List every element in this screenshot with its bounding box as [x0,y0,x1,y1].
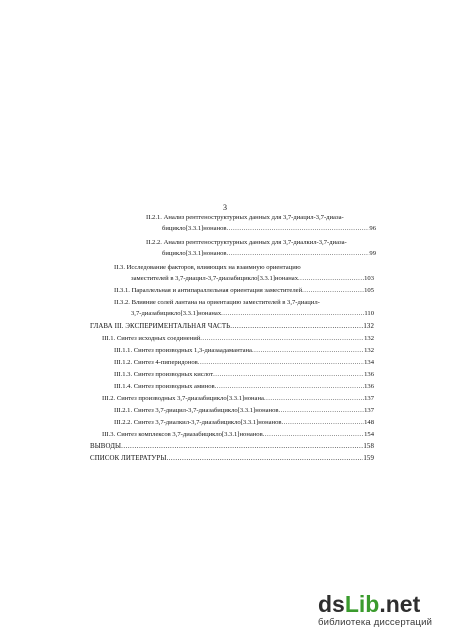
toc-leader-dots [221,310,364,318]
toc-entry-text: ВЫВОДЫ [90,443,122,450]
toc-entry-text: II.2.1. Анализ рентгеноструктурных данных для 3,7-диацил-3,7-диаза- [146,214,344,221]
toc-page-number: 137 [364,407,374,414]
toc-leader-dots [298,275,364,283]
toc-page-number: 105 [364,287,374,294]
toc-leader-dots [278,407,364,415]
toc-page-number: 132 [364,335,374,342]
toc-leader-dots [121,443,363,451]
toc-page-number: 96 [369,225,376,232]
toc-leader-dots [227,250,370,258]
toc-entry-text: ГЛАВА III. ЭКСПЕРИМЕНТАЛЬНАЯ ЧАСТЬ [90,323,231,330]
toc-leader-dots [263,431,364,439]
toc-page-number: 158 [363,443,374,450]
toc-leader-dots [227,225,370,233]
toc-leader-dots [252,347,364,355]
toc-entry-text: III.1. Синтез исходных соединений [102,335,201,342]
toc-leader-dots [213,371,364,379]
watermark-caption: библиотека диссертаций [318,617,433,628]
toc-page-number: 134 [364,359,374,366]
toc-entry [146,214,362,222]
toc-leader-dots [282,419,365,427]
toc-leader-dots [215,383,364,391]
toc-leader-dots [264,395,364,403]
toc-entry-text: III.1.4. Синтез производных аминов [114,383,215,390]
toc-entry-text: бицикло[3.3.1]нонанов [162,225,227,232]
toc-page-number: 136 [364,371,374,378]
toc-entry-text: III.2. Синтез производных 3,7-диазабицикло[3.3.1]нонана [102,395,264,402]
toc-entry [114,371,374,379]
toc-entry-text: III.1.2. Синтез 4-пиперидонов [114,359,198,366]
toc-entry [90,443,374,451]
toc-entry-text: III.2.1. Синтез 3,7-диацил-3,7-диазабицикло[3.3.1]нонанов [114,407,279,414]
toc-entry [162,225,376,233]
toc-page-number: 132 [364,347,374,354]
table-of-contents [0,214,450,464]
toc-entry-text: III.2.2. Синтез 3,7-диалкил-3,7-диазабицикло[3.3.1]нонанов [114,419,282,426]
toc-leader-dots [166,455,363,463]
toc-entry [114,287,374,295]
toc-entry-text: СПИСОК ЛИТЕРАТУРЫ [90,455,167,462]
toc-entry [162,250,376,258]
toc-page-number: 132 [363,323,374,330]
toc-leader-dots [198,359,364,367]
toc-entry [114,264,364,272]
toc-entry [114,347,374,355]
dslib-logo: ds Lib . net [318,591,421,617]
toc-entry-text: III.1.3. Синтез производных кислот [114,371,214,378]
toc-page-number: 159 [363,455,374,462]
toc-entry-text: III.3. Синтез комплексов 3,7-диазабицикло[3.3.1]нонанов [102,431,263,438]
toc-page-number: 136 [364,383,374,390]
toc-entry-text: II.3.1. Параллельная и антипараллельная ориентация заместителей [114,287,303,294]
toc-page-number: 148 [364,419,374,426]
toc-entry [102,335,374,343]
toc-entry-text: II.3.2. Влияние солей лантана на ориентацию заместителей в 3,7-диацил- [114,299,320,306]
toc-entry [131,275,374,283]
toc-entry-text: 3,7-диазабицикло[3.3.1]нонанах [131,310,222,317]
toc-entry [114,299,374,307]
dslib-watermark [318,592,446,632]
toc-entry [114,359,374,367]
toc-page-number: 110 [364,310,374,317]
toc-entry-text: II.3. Исследование факторов, влияющих на взаимную ориентацию [114,264,301,271]
toc-entry [146,239,362,247]
toc-entry-text: бицикло[3.3.1]нонанов [162,250,227,257]
toc-entry [102,431,374,439]
toc-entry-text: заместителей в 3,7-диацил-3,7-диазабицикло[3.3.1]нонанах [131,275,299,282]
toc-leader-dots [302,287,364,295]
toc-entry [114,419,374,427]
toc-entry [114,407,374,415]
toc-leader-dots [230,323,363,331]
toc-page-number: 99 [369,250,376,257]
toc-page-number: 154 [364,431,374,438]
toc-entry [90,323,374,331]
toc-entry [131,310,374,318]
toc-leader-dots [200,335,364,343]
page-number: 3 [223,203,227,212]
toc-entry-text: III.1.1. Синтез производных 1,3-диазаадамантана [114,347,252,354]
toc-page-number: 137 [364,395,374,402]
toc-page-number: 103 [364,275,374,282]
toc-entry-text: II.2.2. Анализ рентгеноструктурных данных для 3,7-диалкил-3,7-диаза- [146,239,347,246]
toc-entry [102,395,374,403]
toc-entry [90,455,374,463]
toc-entry [114,383,374,391]
